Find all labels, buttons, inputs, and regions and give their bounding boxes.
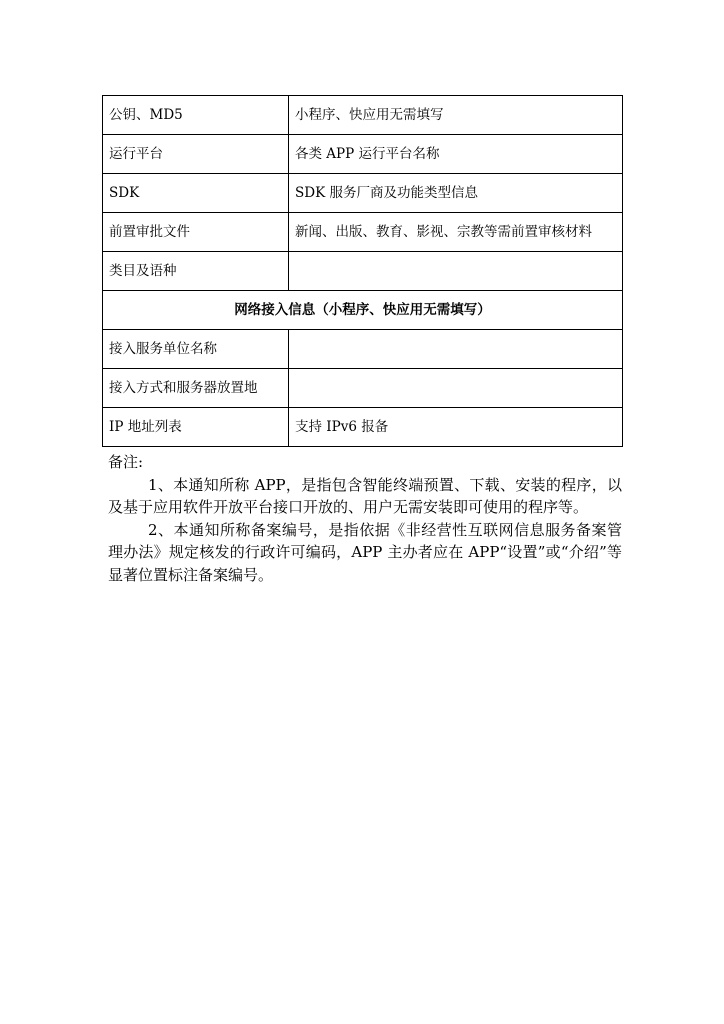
- row-label: 前置审批文件: [103, 213, 289, 252]
- note-paragraph: 2、本通知所称备案编号，是指依据《非经营性互联网信息服务备案管理办法》规定核发的行政许可编码，APP 主办者应在 APP“设置”或“介绍”等显著位置标注备案编号。: [108, 520, 622, 584]
- row-value: 小程序、快应用无需填写: [289, 96, 623, 135]
- row-value: [289, 252, 623, 291]
- section-title: 网络接入信息（小程序、快应用无需填写）: [103, 291, 623, 330]
- row-label: SDK: [103, 174, 289, 213]
- row-value: 支持 IPv6 报备: [289, 408, 623, 447]
- row-label: 运行平台: [103, 135, 289, 174]
- notes-section: [108, 451, 622, 586]
- row-value: SDK 服务厂商及功能类型信息: [289, 174, 623, 213]
- row-label: IP 地址列表: [103, 408, 289, 447]
- filing-info-table: [102, 95, 623, 447]
- table-row: [103, 213, 623, 252]
- table-row: [103, 330, 623, 369]
- row-value: [289, 369, 623, 408]
- row-label: 接入方式和服务器放置地: [103, 369, 289, 408]
- row-label: 公钥、MD5: [103, 96, 289, 135]
- row-label: 接入服务单位名称: [103, 330, 289, 369]
- table-row: [103, 252, 623, 291]
- table-row: [103, 369, 623, 408]
- table-row: [103, 96, 623, 135]
- section-row: [103, 291, 623, 330]
- notes-heading: 备注:: [108, 453, 144, 471]
- table-row: [103, 174, 623, 213]
- row-value: 各类 APP 运行平台名称: [289, 135, 623, 174]
- row-value: 新闻、出版、教育、影视、宗教等需前置审核材料: [289, 213, 623, 252]
- note-paragraph: 1、本通知所称 APP，是指包含智能终端预置、下载、安装的程序，以及基于应用软件开放平台接口开放的、用户无需安装即可使用的程序等。: [108, 475, 622, 516]
- row-label: 类目及语种: [103, 252, 289, 291]
- row-value: [289, 330, 623, 369]
- table-row: [103, 408, 623, 447]
- table-row: [103, 135, 623, 174]
